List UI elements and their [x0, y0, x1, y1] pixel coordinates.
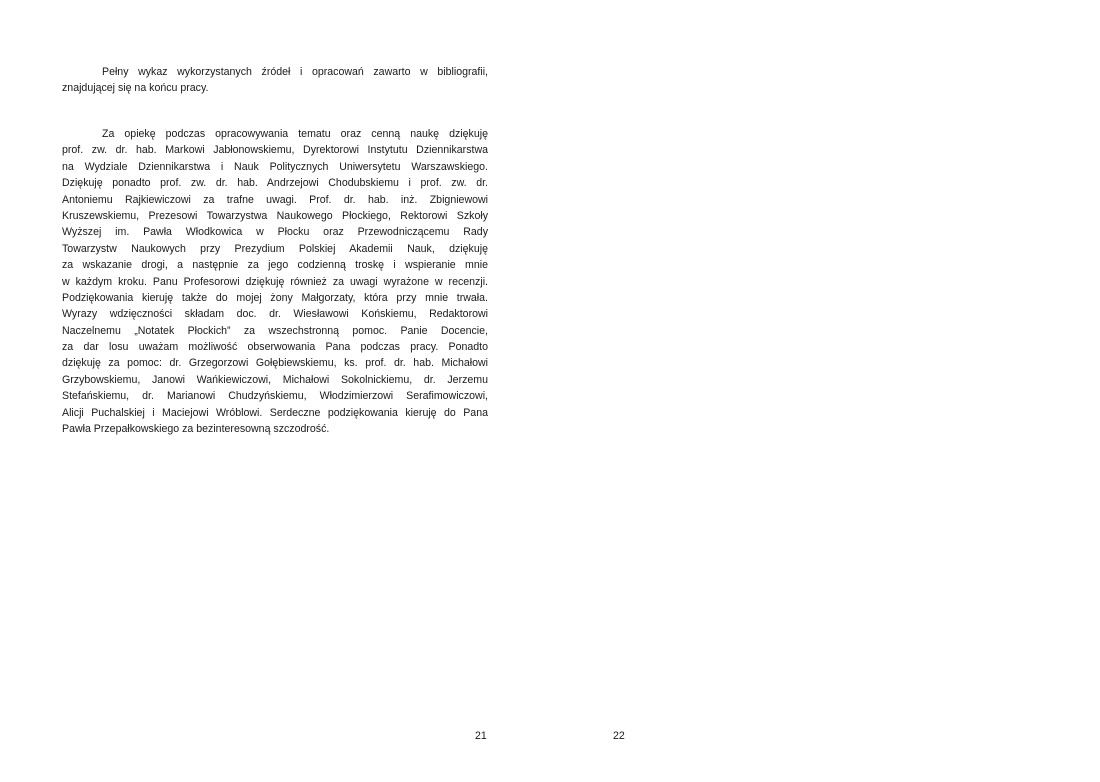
page-number-left: 21 [475, 730, 487, 742]
text-line: Dziękuję ponadto prof. zw. dr. hab. Andrzejowi Chodubskiemu i prof. zw. dr. [62, 177, 488, 190]
text-line: Kruszewskiemu, Prezesowi Towarzystwa Naukowego Płockiego, Rektorowi Szkoły [62, 209, 488, 222]
text-line: za dar losu uważam możliwość obserwowania Pana podczas pracy. Ponadto [62, 341, 488, 354]
text-line: Wyższej im. Pawła Włodkowica w Płocku oraz Przewodniczącemu Rady [62, 226, 488, 239]
text-line: Podziękowania kieruję także do mojej żony Małgorzaty, która przy mnie trwała. [62, 291, 488, 304]
text-line: w każdym kroku. Panu Profesorowi dziękuję również za uwagi wyrażone w recenzji. [62, 275, 488, 288]
text-line: Grzybowskiemu, Janowi Wańkiewiczowi, Michałowi Sokolnickiemu, dr. Jerzemu [62, 373, 488, 386]
text-line: Za opiekę podczas opracowywania tematu oraz cenną naukę dziękuję [102, 128, 488, 140]
text-line: na Wydziale Dziennikarstwa i Nauk Politycznych Uniwersytetu Warszawskiego. [62, 160, 488, 173]
text-line: dziękuję za pomoc: dr. Grzegorzowi Gołębiewskiemu, ks. prof. dr. hab. Michałowi [62, 357, 488, 370]
text-line: Antoniemu Rajkiewiczowi za trafne uwagi. Prof. dr. hab. inż. Zbigniewowi [62, 193, 488, 206]
text-line: Pełny wykaz wykorzystanych źródeł i opracowań zawarto w bibliografii, [102, 66, 488, 78]
page-number-right: 22 [613, 730, 625, 742]
text-line: Pawła Przepałkowskiego za bezinteresowną szczodrość. [62, 423, 330, 436]
text-line: Wyrazy wdzięczności składam doc. dr. Wiesławowi Końskiemu, Redaktorowi [62, 308, 488, 321]
right-page [550, 0, 1100, 782]
paragraph-sources [62, 64, 488, 97]
text-line: Alicji Puchalskiej i Maciejowi Wróblowi. Serdeczne podziękowania kieruję do Pana [62, 406, 488, 419]
text-line: znajdującej się na końcu pracy. [62, 82, 209, 95]
text-line: Towarzystw Naukowych przy Prezydium Polskiej Akademii Nauk, dziękuję [62, 242, 488, 255]
paragraph-acknowledgements [62, 126, 488, 437]
text-line: Stefańskiemu, dr. Marianowi Chudzyńskiemu, Włodzimierzowi Serafimowiczowi, [62, 390, 488, 403]
text-line: za wskazanie drogi, a następnie za jego codzienną troskę i wspieranie mnie [62, 259, 488, 272]
text-line: Naczelnemu „Notatek Płockich” za wszechstronną pomoc. Panie Docencie, [62, 324, 488, 337]
text-line: prof. zw. dr. hab. Markowi Jabłonowskiemu, Dyrektorowi Instytutu Dziennikarstwa [62, 144, 488, 157]
